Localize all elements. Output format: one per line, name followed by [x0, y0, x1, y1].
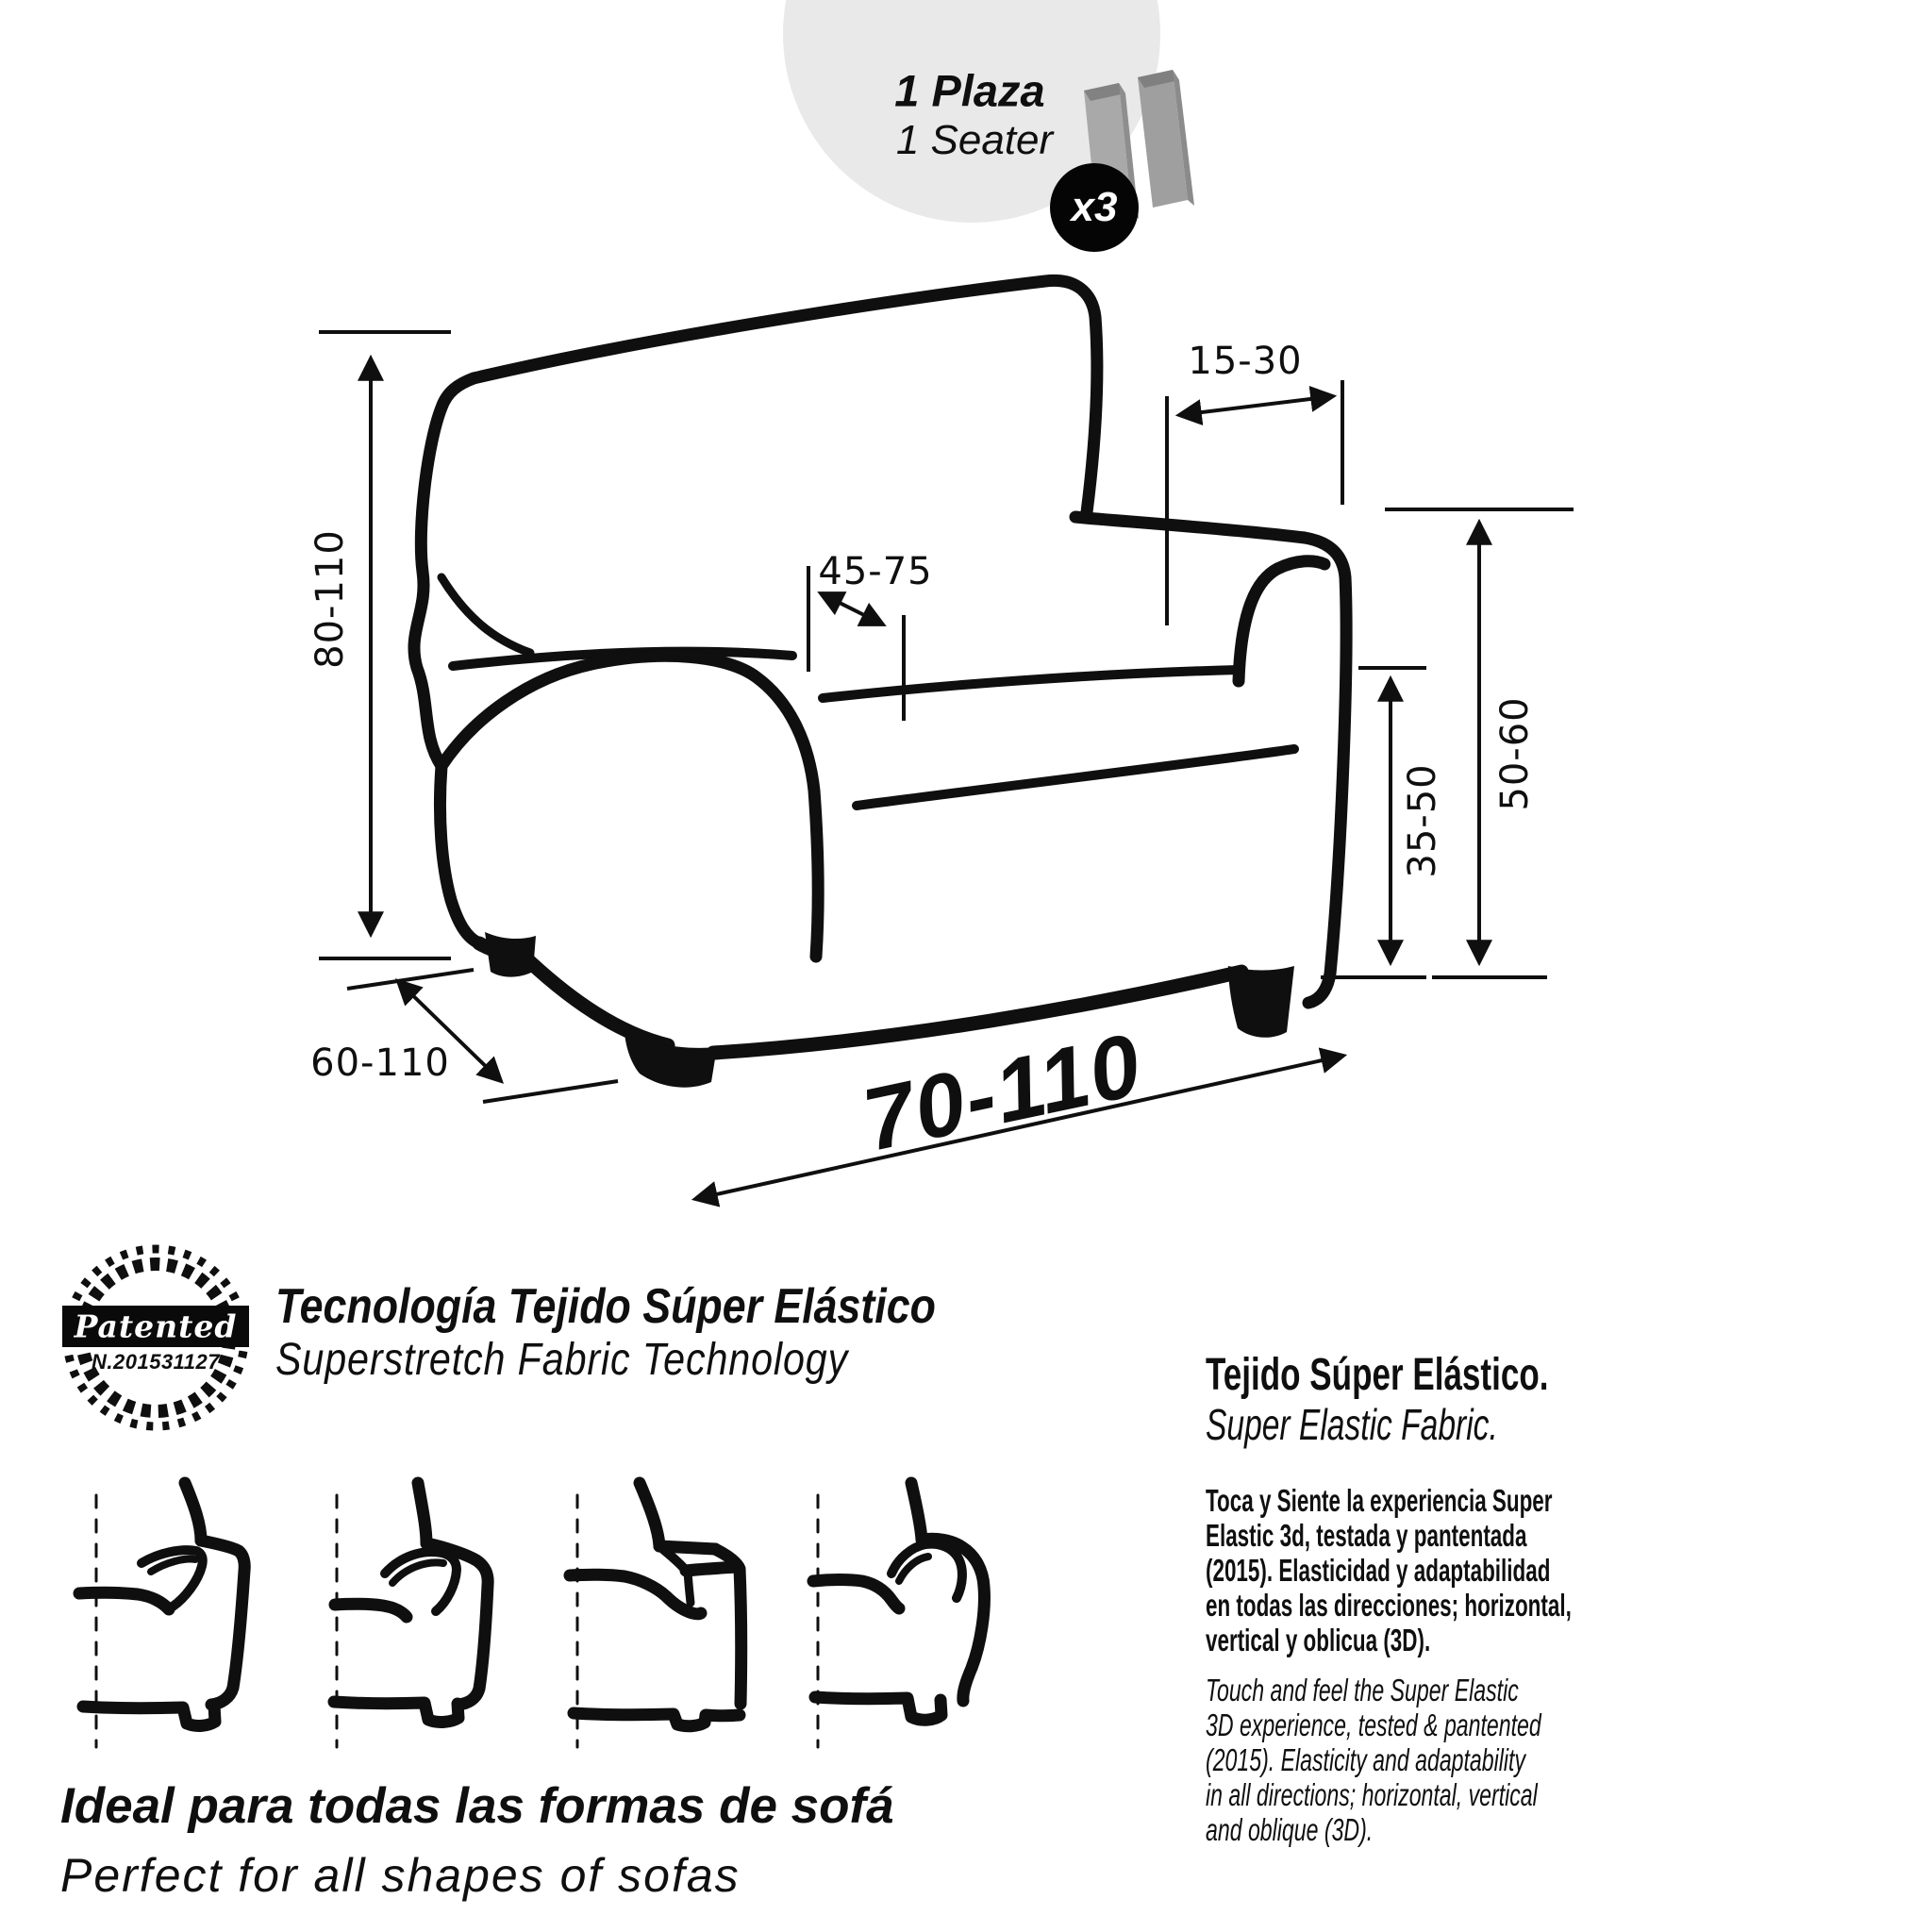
x3-label: x3 — [1071, 184, 1118, 230]
fabric-column — [1206, 1351, 1734, 1847]
sofa-arm-slim-icon — [334, 1483, 488, 1722]
body-line: (2015). Elasticidad y adaptabilidad — [1206, 1553, 1551, 1588]
tech-heading — [275, 1279, 936, 1387]
tech-heading-es: Tecnología Tejido Súper Elástico — [275, 1279, 936, 1334]
ideal-caption — [60, 1777, 894, 1903]
dim-arm-depth-label: 15-30 — [1188, 340, 1303, 383]
fabric-title-es: Tejido Súper Elástico. — [1206, 1350, 1549, 1400]
sofa-arm-rounded-icon — [79, 1483, 244, 1725]
armchair-outline-icon — [414, 280, 1346, 1087]
body-line: Toca y Siente la experiencia Super — [1206, 1483, 1553, 1518]
ideal-es-label: Ideal para todas las formas de sofá — [60, 1778, 894, 1834]
body-line: Touch and feel the Super Elastic — [1206, 1673, 1519, 1707]
plaza-label: 1 Plaza — [894, 65, 1045, 116]
body-line: (2015). Elasticity and adaptability — [1206, 1742, 1525, 1777]
patented-label: Patented — [74, 1307, 238, 1345]
dim-depth-label: 60-110 — [310, 1041, 450, 1085]
dim-seat-width-arrow — [821, 593, 883, 625]
dim-seat-height-label: 35-50 — [1401, 763, 1444, 878]
body-line: en todas las direcciones; horizontal, — [1206, 1588, 1572, 1623]
dim-width-label: 70-110 — [855, 1014, 1151, 1170]
body-line: Elastic 3d, testada y pantentada — [1206, 1518, 1527, 1553]
dim-seat-width-label: 45-75 — [818, 550, 933, 593]
body-line: in all directions; horizontal, vertical — [1206, 1777, 1538, 1812]
dim-back-height-label: 80-110 — [308, 529, 352, 669]
dim-arm-height-label: 50-60 — [1493, 696, 1537, 811]
sofa-arm-square-icon — [570, 1483, 741, 1726]
body-line: and oblique (3D). — [1206, 1812, 1374, 1847]
sofa-shapes-strip — [79, 1483, 984, 1747]
body-line: vertical y oblicua (3D). — [1206, 1623, 1431, 1657]
fabric-title-en: Super Elastic Fabric. — [1206, 1400, 1498, 1449]
seater-label: 1 Seater — [895, 117, 1054, 163]
fabric-body-en — [1206, 1673, 1575, 1847]
tech-heading-en: Superstretch Fabric Technology — [275, 1335, 849, 1385]
fabric-body-es — [1206, 1483, 1572, 1657]
patent-number: N.201531127 — [92, 1350, 220, 1374]
sofa-arm-rolled-icon — [813, 1483, 984, 1720]
body-line: 3D experience, tested & pantented — [1206, 1707, 1541, 1742]
ideal-en-label: Perfect for all shapes of sofas — [60, 1849, 741, 1902]
dim-arm-depth-arrow — [1179, 396, 1333, 415]
